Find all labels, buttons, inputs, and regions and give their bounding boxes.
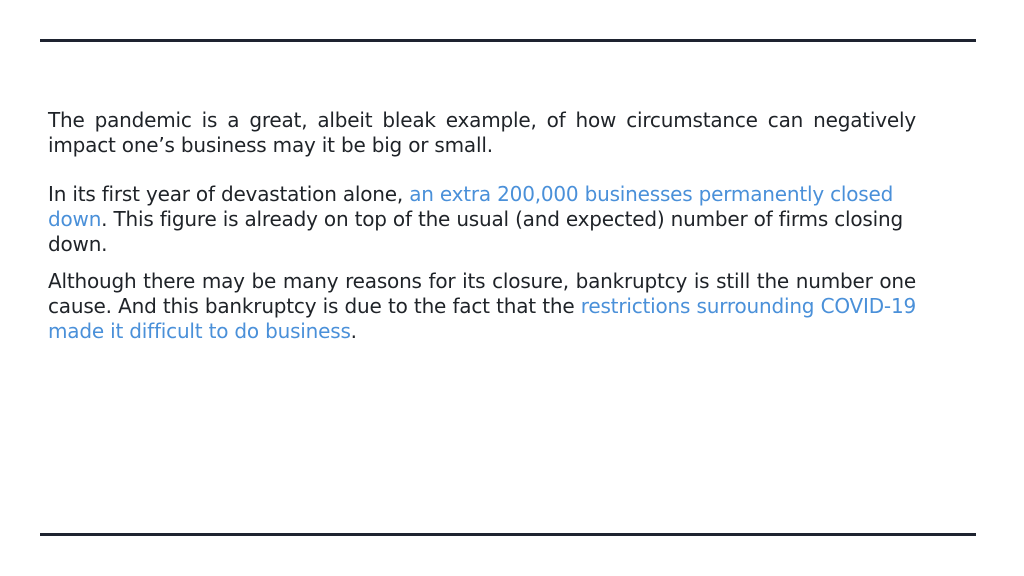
covid-restrictions-link[interactable]: restrictions surrounding COVID-19 made it difficult to do business xyxy=(48,294,917,343)
slide-body xyxy=(48,108,916,344)
paragraph-bankruptcy xyxy=(48,269,916,344)
paragraph-intro-text: The pandemic is a great, albeit bleak example, of how circumstance can negatively impact one’s business may it be big or small. xyxy=(48,108,916,157)
paragraph-statistics-after: . This figure is already on top of the usual (and expected) number of firms closing down. xyxy=(48,207,903,256)
bottom-divider xyxy=(40,533,976,536)
top-divider xyxy=(40,39,976,42)
paragraph-intro xyxy=(48,108,916,158)
paragraph-bankruptcy-before: Although there may be many reasons for its closure, bankruptcy is still the number one cause. And this bankruptcy is due to the fact that the xyxy=(48,269,916,318)
paragraph-statistics-before: In its first year of devastation alone, xyxy=(48,182,410,206)
paragraph-statistics xyxy=(48,182,916,257)
businesses-closed-link[interactable]: an extra 200,000 businesses permanently closed down xyxy=(48,182,894,231)
paragraph-bankruptcy-after: . xyxy=(350,319,357,343)
